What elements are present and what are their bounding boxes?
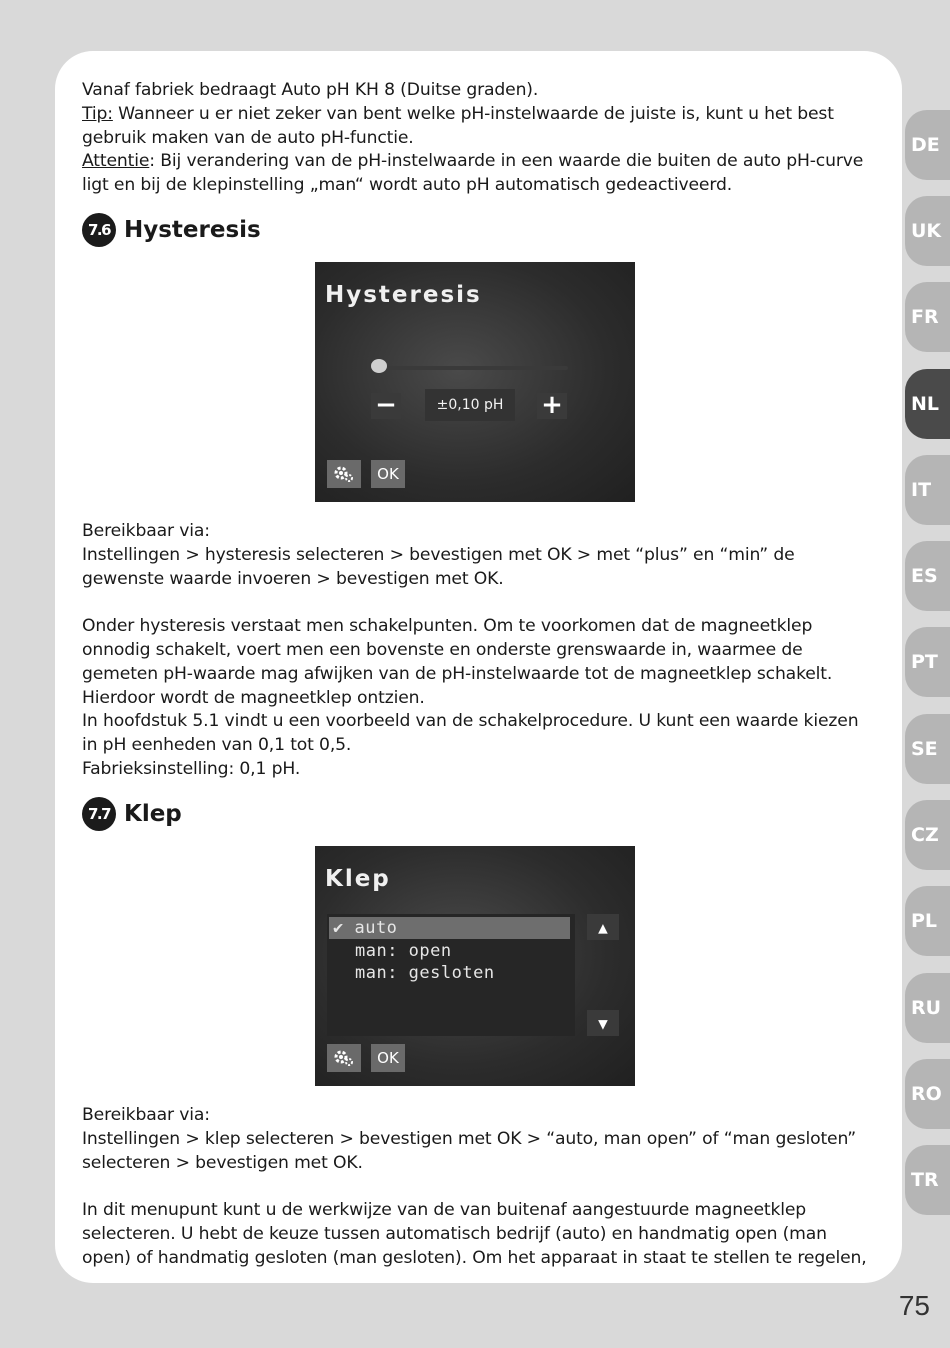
option-man-open[interactable]: man: open — [355, 941, 452, 961]
klep-text — [82, 1104, 872, 1271]
arrow-up-icon: ▲ — [598, 917, 608, 937]
screen-title: Hysteresis — [325, 282, 482, 308]
klep-option-list — [327, 914, 575, 1036]
tab-uk[interactable]: UK — [905, 196, 950, 266]
gear-icon — [333, 1049, 355, 1067]
hysteresis-slider[interactable] — [372, 366, 568, 370]
tip-text: Wanneer u er niet zeker van bent welke pH-instelwaarde de juiste is, kunt u het best gebruik maken van de auto pH-functie. — [82, 103, 834, 148]
page-number: 75 — [898, 1290, 930, 1321]
body-paragraph: In dit menupunt kunt u de werkwijze van de van buitenaf aangestuurde magneetklep selecteren. U hebt de keuze tussen automatisch bedrijf (auto) en handmatig open (man open) of handmatig gesloten (man gesloten). Om het apparaat in staat te stellen te regelen, — [82, 1200, 867, 1268]
reach-label: Bereikbaar via: — [82, 521, 210, 541]
attentie-label: Attentie — [82, 151, 150, 172]
section-title: Hysteresis — [124, 217, 261, 243]
attentie-text: : Bij verandering van de pH-instelwaarde in een waarde die buiten de auto pH-curve ligt en bij de klepinstelling „man“ wordt auto pH automatisch gedeactiveerd. — [82, 151, 864, 196]
section-title: Klep — [124, 801, 182, 827]
tab-de[interactable]: DE — [905, 110, 950, 180]
hysteresis-screen — [315, 262, 635, 502]
tab-nl[interactable]: NL — [905, 369, 950, 439]
tab-cz[interactable]: CZ — [905, 800, 950, 870]
option-man-gesloten[interactable]: man: gesloten — [355, 963, 495, 983]
section-number-badge: 7.6 — [82, 213, 116, 247]
gear-icon — [333, 465, 355, 483]
tab-it[interactable]: IT — [905, 455, 950, 525]
hysteresis-value: ±0,10 pH — [425, 389, 515, 421]
tab-ro[interactable]: RO — [905, 1059, 950, 1129]
tip-label: Tip: — [82, 103, 113, 124]
plus-button[interactable]: + — [537, 393, 567, 419]
settings-button[interactable] — [327, 1044, 361, 1072]
screen-title: Klep — [325, 866, 391, 892]
reach-path: Instellingen > hysteresis selecteren > bevestigen met OK > met “plus” en “min” de gewenste waarde invoeren > bevestigen met OK. — [82, 544, 795, 589]
reach-label: Bereikbaar via: — [82, 1105, 210, 1125]
tab-pt[interactable]: PT — [905, 627, 950, 697]
tab-se[interactable]: SE — [905, 714, 950, 784]
attentie-paragraph — [82, 150, 872, 198]
body-paragraph: Hierdoor wordt de magneetklep ontzien. — [82, 687, 425, 708]
section-heading-klep — [82, 797, 182, 831]
slider-handle[interactable] — [371, 359, 387, 373]
body-paragraph: Fabrieksinstelling: 0,1 pH. — [82, 758, 301, 779]
spacer — [82, 591, 872, 615]
spacer — [82, 1175, 872, 1199]
ok-button[interactable]: OK — [371, 1044, 405, 1072]
section-heading-hysteresis — [82, 213, 261, 247]
scroll-up-button[interactable] — [587, 914, 619, 940]
ok-button[interactable]: OK — [371, 460, 405, 488]
tab-fr[interactable]: FR — [905, 282, 950, 352]
body-paragraph: In hoofdstuk 5.1 vindt u een voorbeeld van de schakelprocedure. U kunt een waarde kiezen in pH eenheden van 0,1 tot 0,5. — [82, 711, 859, 756]
arrow-down-icon: ▼ — [598, 1013, 608, 1033]
language-tabs — [905, 0, 950, 1348]
klep-screen — [315, 846, 635, 1086]
section-number-badge: 7.7 — [82, 797, 116, 831]
reach-path: Instellingen > klep selecteren > bevestigen met OK > “auto, man open” of “man gesloten” selecteren > bevestigen met OK. — [82, 1128, 857, 1173]
tab-tr[interactable]: TR — [905, 1145, 950, 1215]
intro-line: Vanaf fabriek bedraagt Auto pH KH 8 (Duitse graden). — [82, 80, 539, 100]
tip-paragraph — [82, 103, 872, 151]
tab-pl[interactable]: PL — [905, 886, 950, 956]
hysteresis-text — [82, 520, 872, 782]
tab-es[interactable]: ES — [905, 541, 950, 611]
tab-ru[interactable]: RU — [905, 973, 950, 1043]
settings-button[interactable] — [327, 460, 361, 488]
scroll-down-button[interactable] — [587, 1010, 619, 1036]
minus-button[interactable]: − — [371, 393, 401, 419]
intro-text — [82, 79, 872, 198]
body-paragraph: Onder hysteresis verstaat men schakelpunten. Om te voorkomen dat de magneetklep onnodig schakelt, voert men een bovenste en onderste grenswaarde in, waarmee de gemeten pH-waarde mag afwijken van de pH-instelwaarde tot de magneetklep schakelt. — [82, 616, 833, 684]
option-auto[interactable]: ✔ auto — [329, 917, 570, 939]
